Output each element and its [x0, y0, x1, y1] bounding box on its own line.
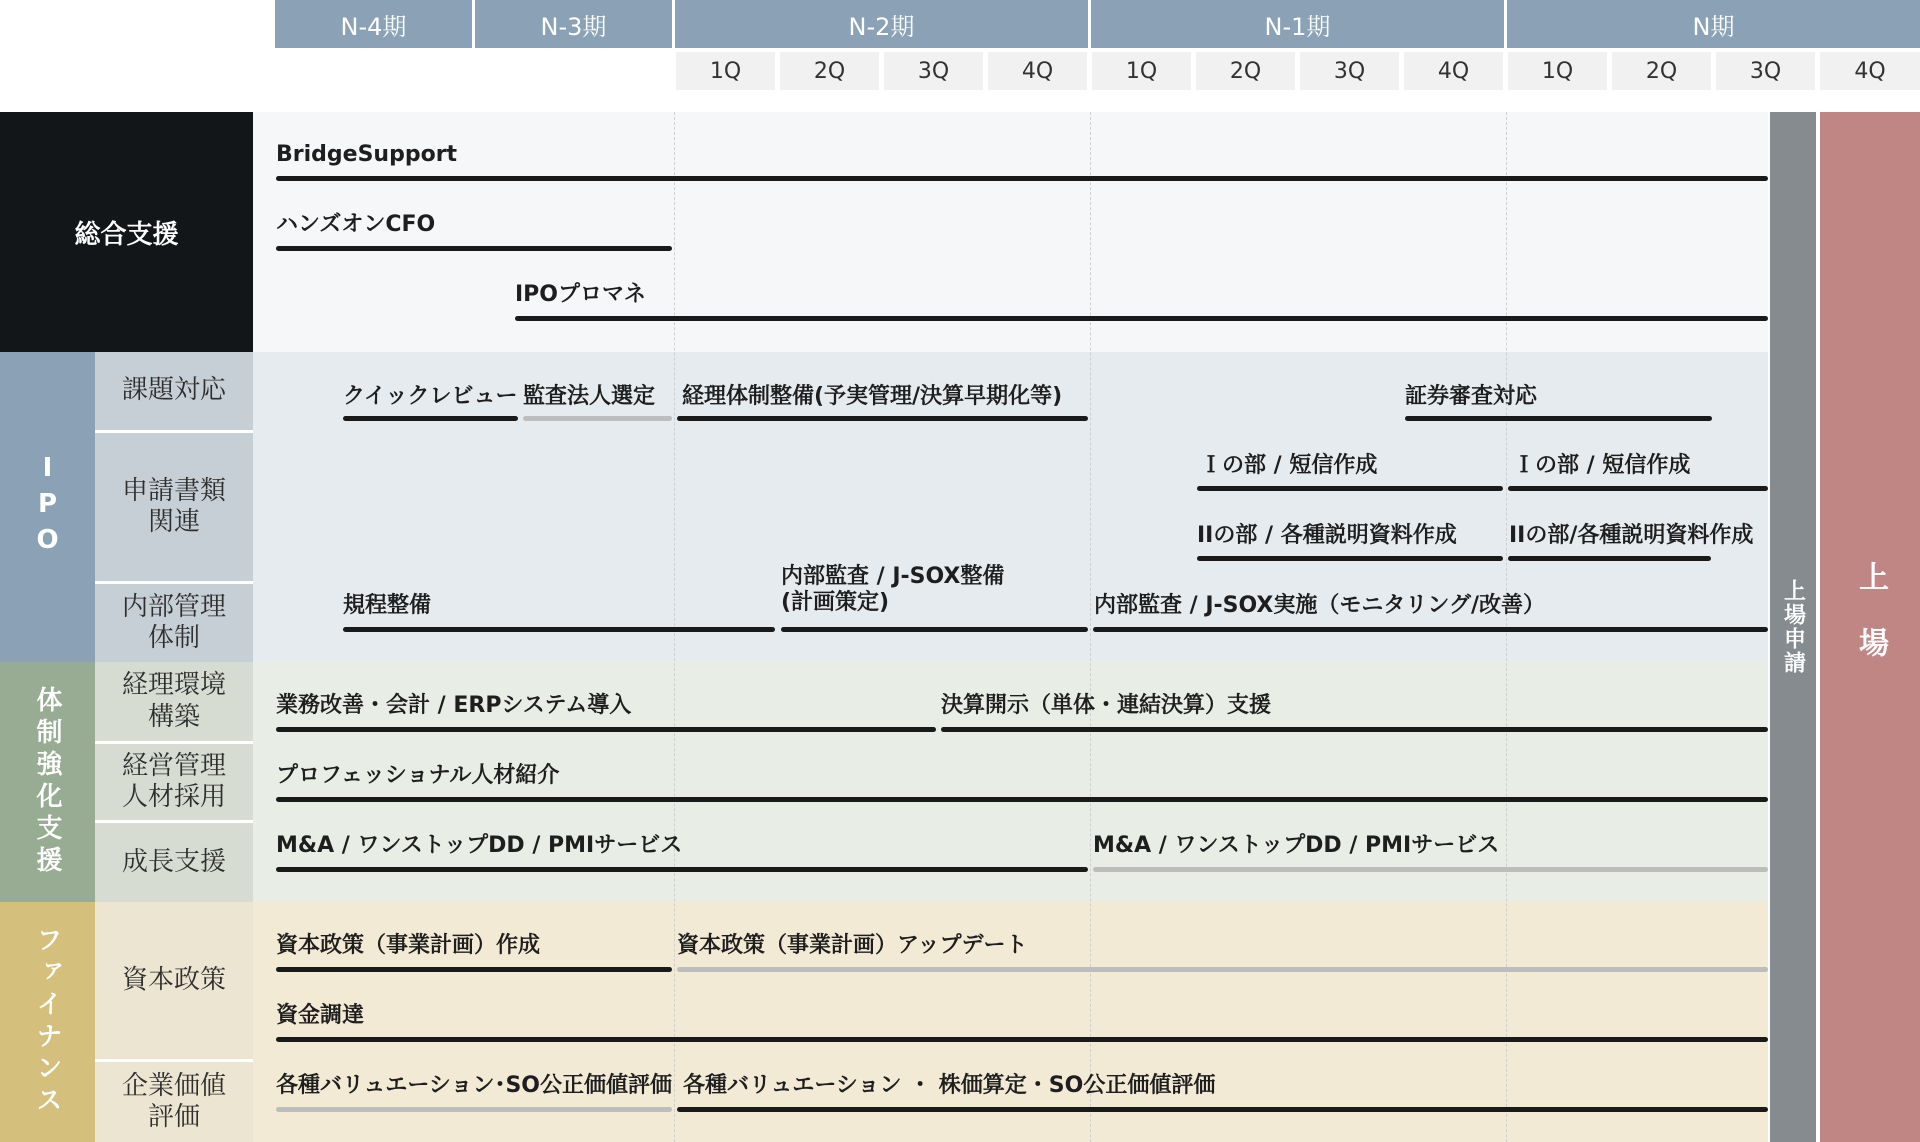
- bar-handson-cfo: [276, 246, 672, 251]
- subcategory-valuation: 企業価値 評価: [95, 1062, 253, 1142]
- category-ipo-label: IPO: [32, 453, 63, 561]
- bar-ma-2: [1093, 867, 1768, 872]
- phase-n1: N-1期: [1091, 0, 1504, 48]
- quarter-n2-1q: 1Q: [676, 52, 775, 90]
- bar-jsox-run: [1093, 627, 1768, 632]
- subcategory-application: 申請書類 関連: [95, 433, 253, 581]
- subcategory-growth: 成長支援: [95, 823, 253, 902]
- task-funding: 資金調達: [276, 1003, 365, 1028]
- bar-rules: [343, 627, 775, 632]
- phase-n2: N-2期: [675, 0, 1088, 48]
- category-general-label: 総合支援: [74, 219, 179, 250]
- task-capital-policy-update: 資本政策（事業計画）アップデート: [677, 933, 1028, 958]
- subcategory-issues: 課題対応: [95, 352, 253, 430]
- bar-bridge-support: [276, 176, 1768, 181]
- quarter-n1-3q: 3Q: [1300, 52, 1399, 90]
- task-ma-1: M&A / ワンストップDD / PMIサービス: [276, 833, 683, 858]
- divider-n1: [1090, 112, 1091, 1142]
- task-professional-hiring: プロフェッショナル人材紹介: [276, 763, 560, 788]
- task-auditor-selection: 監査法人選定: [523, 384, 656, 409]
- task-capital-policy-create: 資本政策（事業計画）作成: [276, 933, 541, 958]
- milestone-listing-label: 上場: [1853, 561, 1888, 693]
- bar-closing-support: [941, 727, 1768, 732]
- task-part1-b: Ｉの部 / 短信作成: [1513, 453, 1691, 478]
- quarter-n2-3q: 3Q: [884, 52, 983, 90]
- task-rules: 規程整備: [343, 593, 432, 618]
- phase-n4: N-4期: [275, 0, 472, 48]
- task-part2-b: IIの部/各種説明資料作成: [1509, 523, 1754, 548]
- bar-valuation-1: [276, 1107, 672, 1112]
- phase-n: N期: [1507, 0, 1920, 48]
- bar-part2-b: [1508, 556, 1711, 561]
- quarter-n1-1q: 1Q: [1092, 52, 1191, 90]
- phase-n3: N-3期: [475, 0, 672, 48]
- subcategory-capital-policy: 資本政策: [95, 902, 253, 1059]
- task-part2-a: IIの部 / 各種説明資料作成: [1197, 523, 1457, 548]
- quarter-n-4q: 4Q: [1820, 52, 1920, 90]
- quarter-n2-4q: 4Q: [988, 52, 1087, 90]
- task-ipo-pm: IPOプロマネ: [515, 282, 647, 307]
- bar-capital-policy-update: [677, 967, 1768, 972]
- bar-quick-review: [343, 416, 518, 421]
- task-valuation-2: 各種バリュエーション ・ 株価算定・SO公正価値評価: [683, 1073, 1216, 1098]
- quarter-n1-2q: 2Q: [1196, 52, 1295, 90]
- bar-part1-a: [1197, 486, 1503, 491]
- bar-jsox-setup: [781, 627, 1088, 632]
- bar-capital-policy-create: [276, 967, 672, 972]
- task-valuation-1: 各種バリュエーション･SO公正価値評価: [276, 1073, 673, 1098]
- task-part1-a: Ｉの部 / 短信作成: [1200, 453, 1378, 478]
- task-erp: 業務改善・会計 / ERPシステム導入: [276, 693, 632, 718]
- bar-erp: [276, 727, 936, 732]
- task-jsox-setup: 内部監査 / J-SOX整備 (計画策定): [781, 564, 1005, 616]
- bar-auditor-selection: [523, 416, 672, 421]
- subcategory-management-hiring: 経営管理 人材採用: [95, 744, 253, 820]
- milestone-listing-application-label: 上場申請: [1780, 579, 1806, 675]
- category-finance-label: ファイナンス: [32, 926, 62, 1118]
- category-finance: [0, 902, 95, 1142]
- bar-ipo-pm: [515, 316, 1768, 321]
- bar-part2-a: [1197, 556, 1503, 561]
- bar-funding: [276, 1037, 1768, 1042]
- task-jsox-run: 内部監査 / J-SOX実施（モニタリング/改善）: [1094, 593, 1545, 618]
- bar-professional-hiring: [276, 797, 1768, 802]
- bar-accounting-system: [677, 416, 1088, 421]
- bar-valuation-2: [677, 1107, 1768, 1112]
- task-handson-cfo: ハンズオンCFO: [276, 212, 436, 237]
- quarter-n2-2q: 2Q: [780, 52, 879, 90]
- category-structure-label: 体制強化支援: [32, 686, 62, 878]
- task-ma-2: M&A / ワンストップDD / PMIサービス: [1093, 833, 1500, 858]
- task-securities-review: 証券審査対応: [1405, 384, 1538, 409]
- quarter-n-1q: 1Q: [1508, 52, 1607, 90]
- category-ipo: [0, 352, 95, 662]
- bar-part1-b: [1508, 486, 1768, 491]
- milestone-listing-application: [1770, 112, 1816, 1142]
- task-accounting-system: 経理体制整備(予実管理/決算早期化等): [682, 384, 1063, 409]
- quarter-n-2q: 2Q: [1612, 52, 1711, 90]
- quarter-n-3q: 3Q: [1716, 52, 1815, 90]
- task-bridge-support: BridgeSupport: [276, 142, 458, 167]
- bar-ma-1: [276, 867, 1088, 872]
- milestone-listing: [1820, 112, 1920, 1142]
- task-quick-review: クイックレビュー: [343, 384, 518, 409]
- task-closing-support: 決算開示（単体・連結決算）支援: [941, 693, 1272, 718]
- bar-securities-review: [1405, 416, 1712, 421]
- subcategory-accounting-env: 経理環境 構築: [95, 662, 253, 741]
- subcategory-internal-control: 内部管理 体制: [95, 584, 253, 662]
- category-structure: [0, 662, 95, 902]
- quarter-n1-4q: 4Q: [1404, 52, 1503, 90]
- category-general: [0, 112, 253, 352]
